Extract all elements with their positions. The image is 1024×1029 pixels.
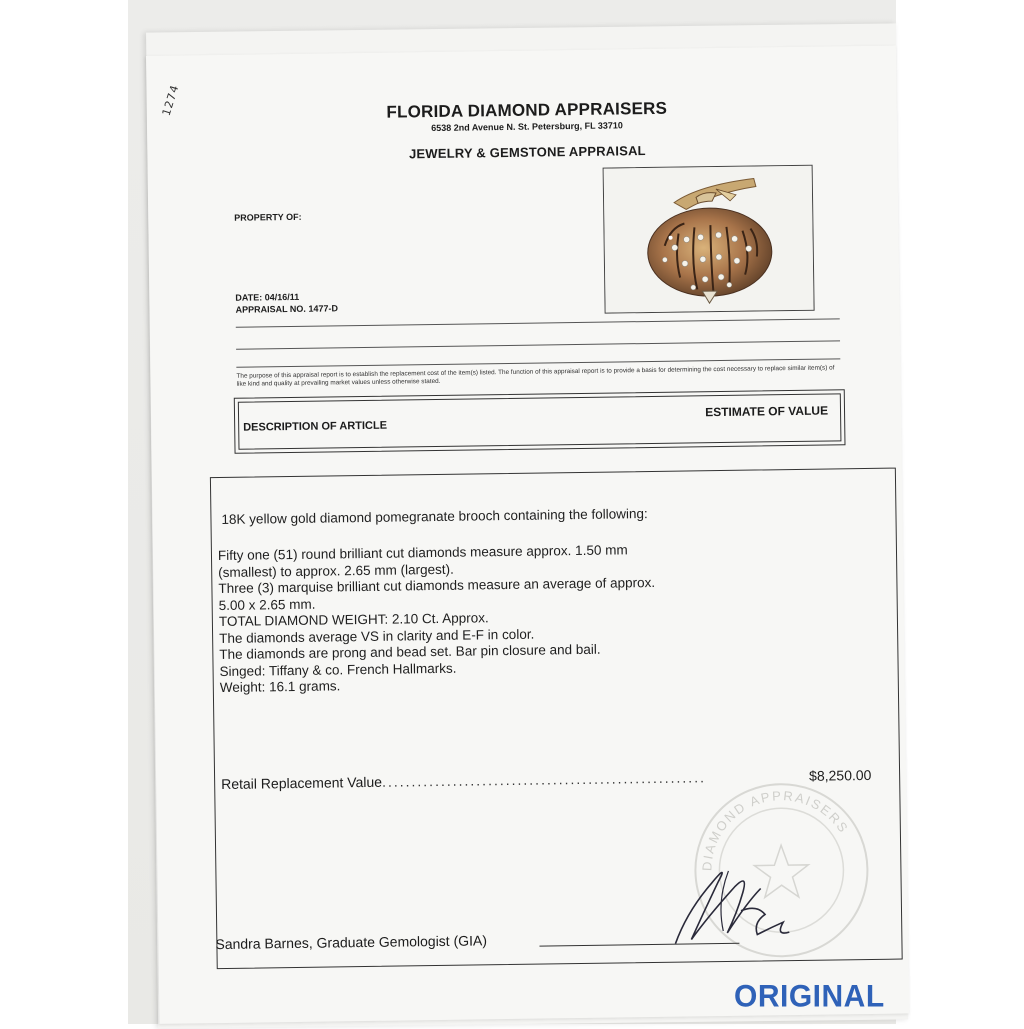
item-photo [603, 165, 815, 314]
appraisal-number-value: 1477-D [308, 303, 339, 314]
appraiser-signature-line [215, 932, 487, 952]
date-value: 04/16/11 [264, 291, 300, 303]
appraisal-document [146, 46, 909, 1024]
description-intro-text: 18K yellow gold diamond pomegranate brooch containing the following: [221, 506, 648, 527]
property-of-label: PROPERTY OF: [234, 211, 302, 223]
seal-text: DIAMOND APPRAISERS [699, 788, 852, 872]
pomegranate-brooch-image [604, 166, 814, 313]
document-title: JEWELRY & GEMSTONE APPRAISAL [408, 143, 646, 162]
rule-line [236, 318, 840, 327]
description-line: Singed: Tiffany & co. French Hallmarks. [219, 660, 457, 679]
appraiser-name: Sandra Barnes, Graduate Gemologist (GIA) [215, 932, 488, 953]
retail-value-label: Retail Replacement Value [221, 773, 383, 793]
company-address: 6538 2nd Avenue N. St. Petersburg, FL 33710 [431, 120, 623, 134]
date-label: DATE: [235, 292, 263, 303]
description-column-header: DESCRIPTION OF ARTICLE [243, 419, 388, 434]
description-line: Weight: 16.1 grams. [219, 678, 341, 696]
appraisal-number-row [235, 303, 338, 314]
description-box [210, 468, 903, 970]
description-line: The diamonds are prong and bead set. Bar pin closure and bail. [219, 641, 601, 663]
description-details [218, 539, 880, 697]
handwritten-note: 1274 [159, 82, 182, 118]
description-intro [221, 503, 881, 529]
date-row [235, 292, 299, 303]
description-line: (smallest) to approx. 2.65 mm (largest). [218, 561, 454, 580]
estimate-column-header: ESTIMATE OF VALUE [705, 403, 829, 420]
description-line: 5.00 x 2.65 mm. [218, 596, 316, 613]
handwritten-signature [656, 840, 808, 952]
company-name: FLORIDA DIAMOND APPRAISERS [386, 98, 668, 122]
original-stamp: ORIGINAL [734, 979, 885, 1014]
description-line: Three (3) marquise brilliant cut diamonds measure an average of approx. [218, 574, 656, 597]
description-line: TOTAL DIAMOND WEIGHT: 2.10 Ct. Approx. [218, 610, 489, 630]
retail-value-amount: $8,250.00 [809, 766, 872, 784]
description-line: The diamonds average VS in clarity and E-F in color. [219, 626, 535, 646]
purpose-statement: The purpose of this appraisal report is to establish the replacement cost of the item(s) listed. The function of this appraisal report is to provide a basis for determining the cost necessary to replace similar item(s) of like kind and quality at prevailing market values unless otherwise stated. [236, 364, 835, 388]
appraisal-number-label: APPRAISAL NO. [235, 303, 306, 315]
rule-line [236, 340, 840, 349]
column-header-box [234, 389, 846, 454]
leader-dots: ....................................................... [381, 769, 707, 790]
description-line: Fifty one (51) round brilliant cut diamonds measure approx. 1.50 mm [217, 542, 628, 564]
